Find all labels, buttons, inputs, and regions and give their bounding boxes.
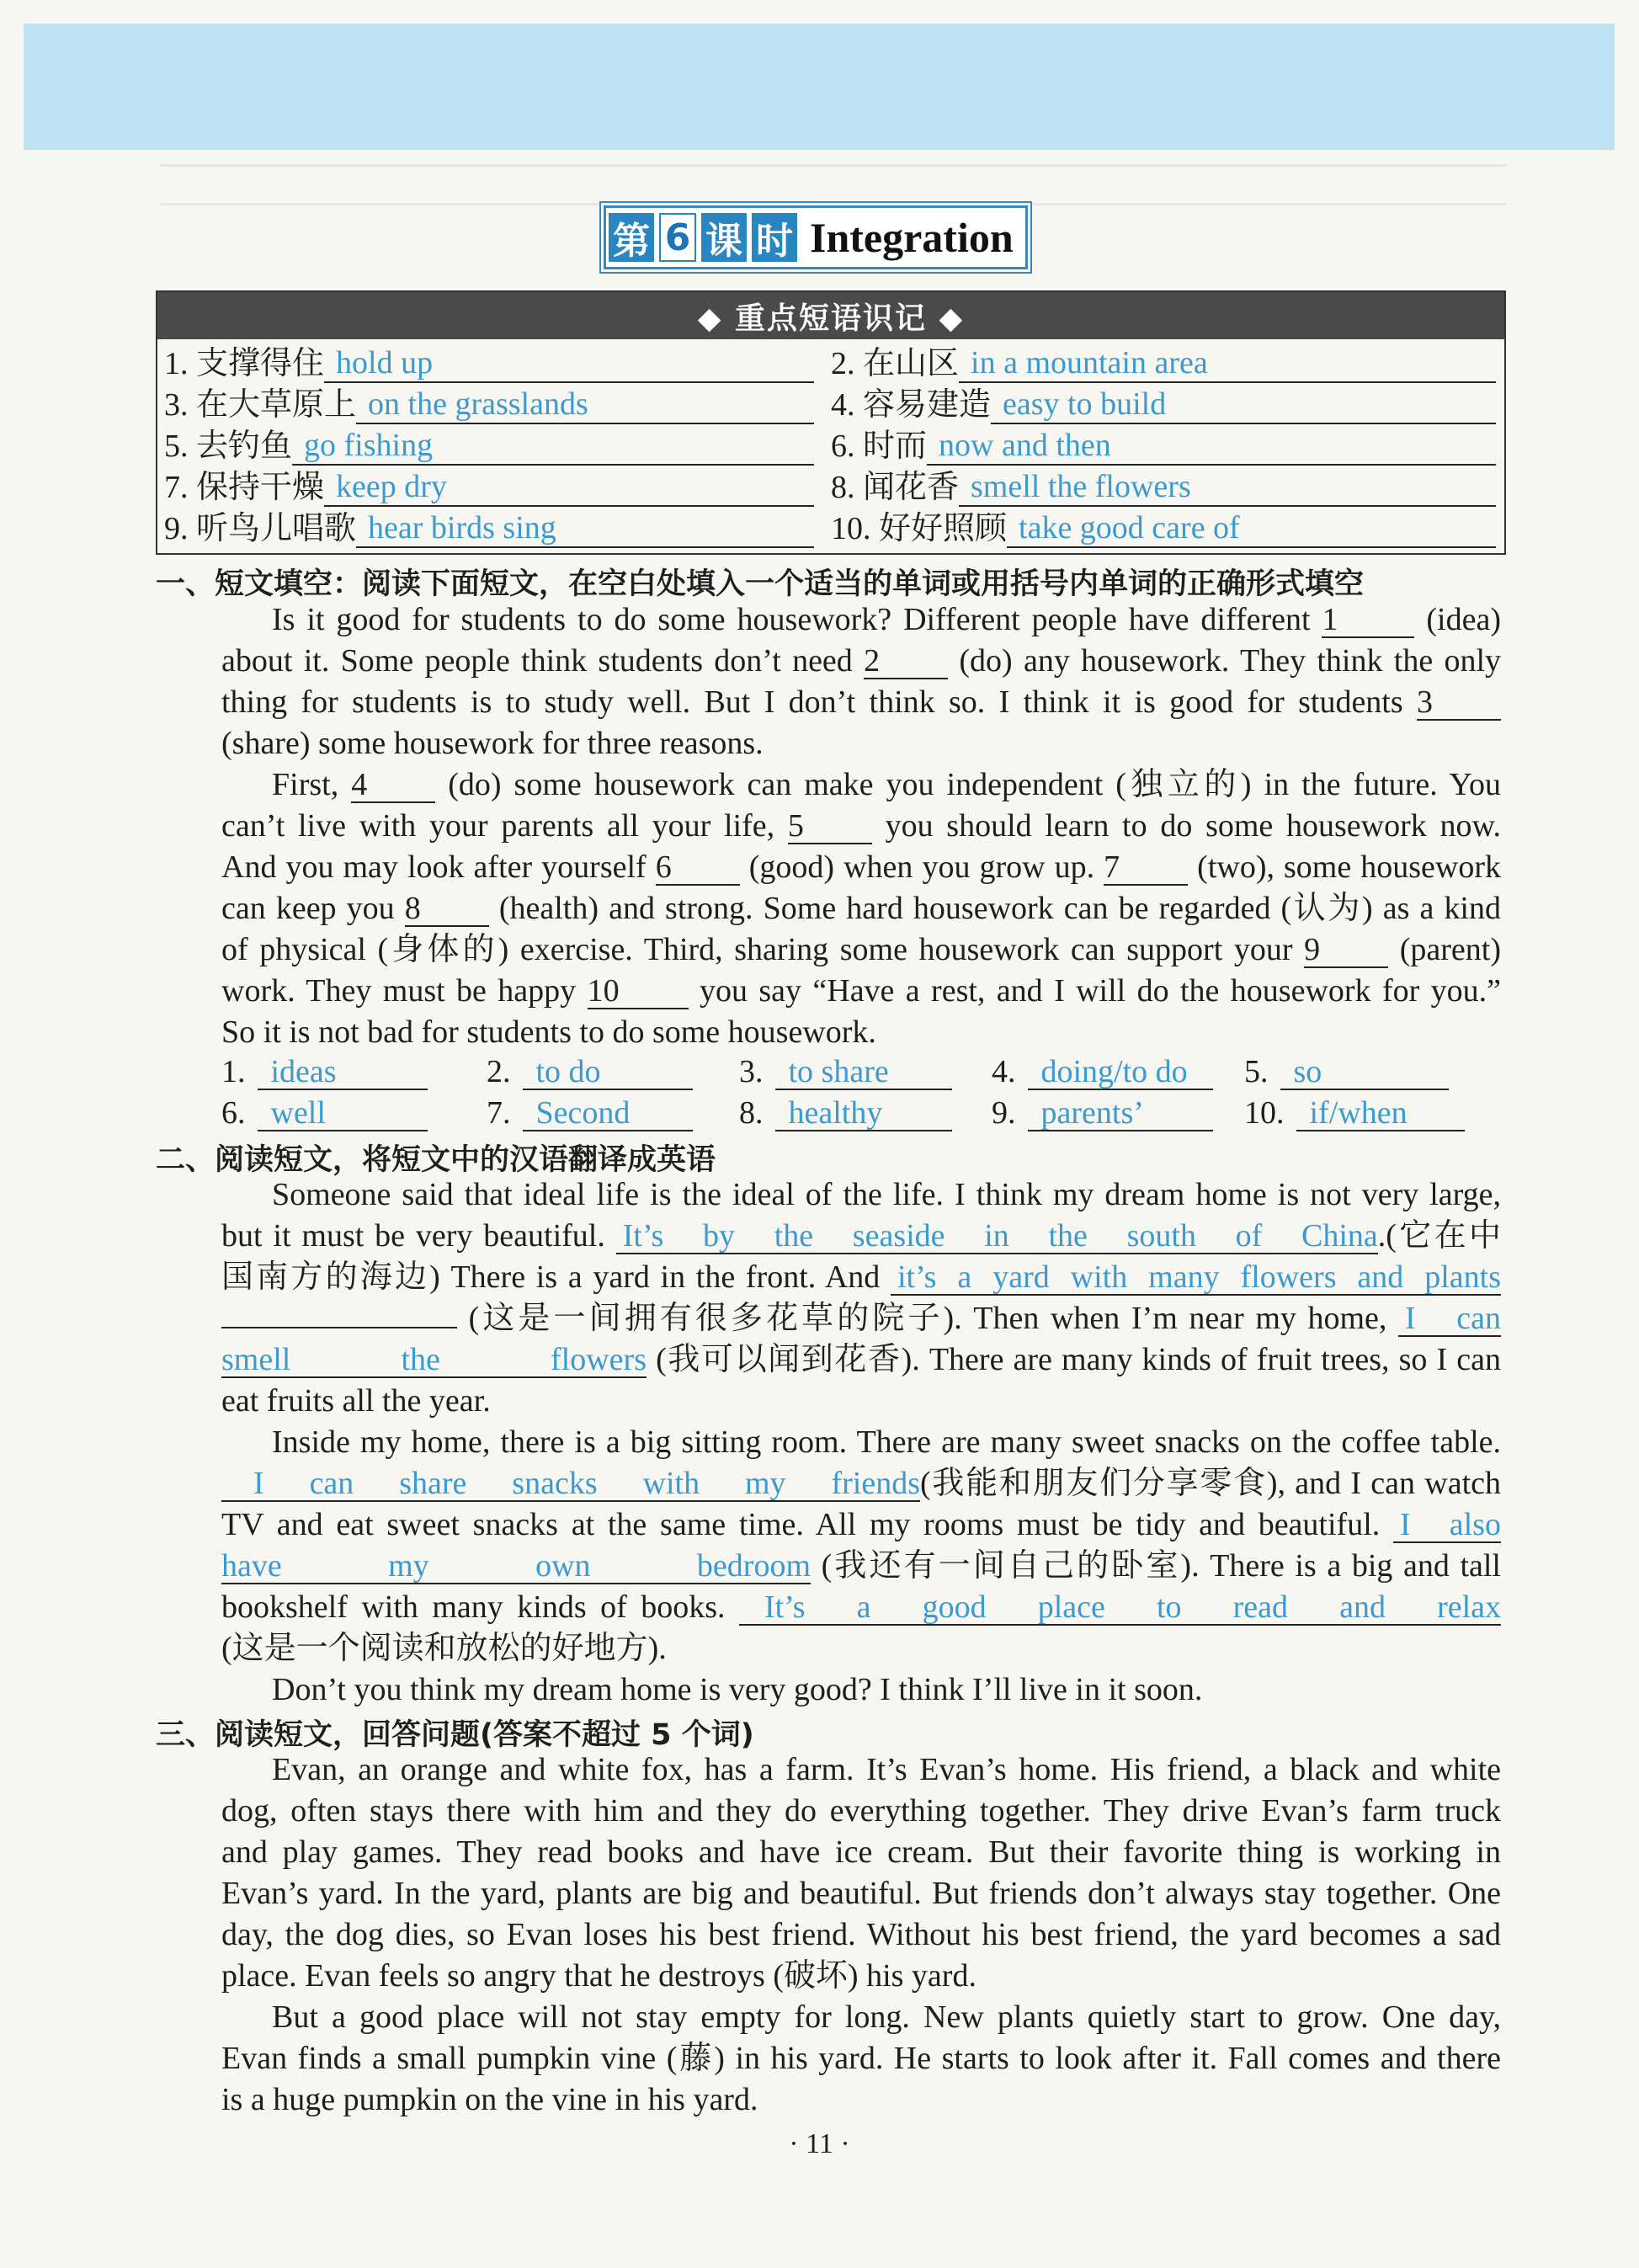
key-phrases-header: ◆ 重点短语识记 ◆ xyxy=(157,292,1504,339)
answer-7[interactable]: Second xyxy=(523,1094,693,1131)
s3-line: Evan, an orange and white fox, has a farm. It’s Evan’s home. His friend, a black and white xyxy=(272,1752,1501,1787)
phrase-answer[interactable]: in a mountain area xyxy=(959,344,1496,383)
s2-line: Inside my home, there is a big sitting room. There are many sweet snacks on the coffee table. xyxy=(272,1424,1501,1460)
answer-item: 6. well xyxy=(221,1094,428,1131)
title-english: Integration xyxy=(810,214,1014,261)
s1-line: First, 4 (do) some housework can make you independent (独立的) in the future. You xyxy=(272,767,1502,802)
answer-item: 4. doing/to do xyxy=(992,1053,1213,1090)
phrase-label: 3. 在大草原上 xyxy=(164,387,357,423)
s1-line: thing for students is to study well. But I don’t think so. I think it is good for students 3 xyxy=(221,682,1501,723)
answer-item: 8. healthy xyxy=(739,1094,952,1131)
phrase-row xyxy=(164,384,814,424)
phrase-answer[interactable]: take good care of xyxy=(1007,509,1496,548)
phrase-label: 6. 时而 xyxy=(831,429,928,464)
s2-line: smell the flowers (我可以闻到花香). There are many kinds of fruit trees, so I can xyxy=(221,1342,1501,1377)
s3-line: place. Evan feels so angry that he destroys (破坏) his yard. xyxy=(221,1958,976,1994)
phrase-label: 9. 听鸟儿唱歌 xyxy=(164,511,357,546)
s2-line: (这是一间拥有很多花草的院子). Then when I’m near my home, I can xyxy=(221,1298,1501,1339)
translation-answer-3[interactable]: I can xyxy=(1398,1302,1501,1337)
s3-line: Evan’s yard. In the yard, plants are big and beautiful. But friends don’t always stay together. One xyxy=(221,1876,1501,1911)
s2-line: Don’t you think my dream home is very good? I think I’ll live in it soon. xyxy=(272,1672,1203,1707)
blank-1: 1 xyxy=(1322,603,1414,638)
answer-8[interactable]: healthy xyxy=(775,1094,952,1131)
s1-line: And you may look after yourself 6 (good) when you grow up. 7 (two), some housework xyxy=(221,849,1502,885)
phrase-label: 1. 支撑得住 xyxy=(164,346,325,381)
blank-8: 8 xyxy=(405,892,489,927)
s3-line: Evan finds a small pumpkin vine (藤) in his yard. He starts to look after it. Fall comes and there xyxy=(221,2041,1501,2076)
phrase-row xyxy=(831,343,1496,383)
blank-3: 3 xyxy=(1417,685,1501,721)
s2-line: TV and eat sweet snacks at the same time. All my rooms must be tidy and beautiful. I also xyxy=(221,1507,1501,1542)
answer-4[interactable]: doing/to do xyxy=(1028,1053,1213,1090)
blank-9: 9 xyxy=(1304,933,1388,968)
blank-7: 7 xyxy=(1104,850,1188,886)
phrase-answer[interactable]: hear birds sing xyxy=(356,509,814,548)
s1-line: can’t live with your parents all your life, 5 you should learn to do some housework now. xyxy=(221,808,1501,844)
s1-line: So it is not bad for students to do some housework. xyxy=(221,1014,876,1050)
phrase-answer[interactable]: now and then xyxy=(927,427,1496,466)
translation-answer-6[interactable]: It’s a good place to read and relax xyxy=(739,1590,1501,1626)
s2-line: have my own bedroom (我还有一间自己的卧室). There is a big and tall xyxy=(221,1548,1501,1584)
answer-item: 9. parents’ xyxy=(992,1094,1213,1131)
s3-line: But a good place will not stay empty for long. New plants quietly start to grow. One day, xyxy=(272,1999,1501,2035)
section-3-title: 三、阅读短文，回答问题(答案不超过 5 个词) xyxy=(156,1718,754,1752)
phrase-label: 5. 去钓鱼 xyxy=(164,429,293,464)
s1-line: (share) some housework for three reasons. xyxy=(221,726,764,761)
s1-line: of physical (身体的) exercise. Third, sharing some housework can support your 9 (parent) xyxy=(221,932,1501,967)
s3-line: is a huge pumpkin on the vine in his yard. xyxy=(221,2082,758,2117)
phrase-row xyxy=(164,466,814,507)
phrase-label: 8. 闻花香 xyxy=(831,470,960,505)
s2-line: Someone said that ideal life is the ideal of the life. I think my dream home is not very large, xyxy=(272,1177,1501,1212)
phrase-label: 7. 保持干燥 xyxy=(164,470,325,505)
phrase-row xyxy=(164,508,814,548)
title-char-1: 第 xyxy=(609,213,654,262)
phrase-row xyxy=(831,384,1496,424)
answer-5[interactable]: so xyxy=(1280,1053,1449,1090)
phrase-label: 2. 在山区 xyxy=(831,346,960,381)
phrase-row xyxy=(164,343,814,383)
answer-item: 1. ideas xyxy=(221,1053,428,1090)
key-phrases-box xyxy=(156,290,1506,555)
section-2-title: 二、阅读短文，将短文中的汉语翻译成英语 xyxy=(156,1143,716,1177)
blank-continuation xyxy=(221,1327,457,1328)
title-char-2: 课 xyxy=(701,213,747,262)
answer-item: 3. to share xyxy=(739,1053,952,1090)
s1-line: can keep you 8 (health) and strong. Some hard housework can be regarded (认为) as a kind xyxy=(221,891,1501,926)
answer-6[interactable]: well xyxy=(258,1094,428,1131)
section-1-title: 一、短文填空：阅读下面短文，在空白处填入一个适当的单词或用括号内单词的正确形式填空 xyxy=(156,567,1365,601)
s3-line: dog, often stays there with him and they do everything together. They drive Evan’s farm truck xyxy=(221,1793,1501,1829)
title-number: 6 xyxy=(659,213,696,262)
phrase-label: 4. 容易建造 xyxy=(831,387,992,423)
s2-line: but it must be very beautiful. It’s by the seaside in the south of China.(它在中 xyxy=(221,1218,1502,1254)
answer-2[interactable]: to do xyxy=(523,1053,693,1090)
translation-answer-4[interactable]: I can share snacks with my friends xyxy=(221,1467,920,1502)
phrase-label: 10. 好好照顾 xyxy=(831,511,1008,546)
answer-9[interactable]: parents’ xyxy=(1028,1094,1213,1131)
answer-item: 2. to do xyxy=(487,1053,693,1090)
s2-line: I can share snacks with my friends(我能和朋友们分享零食), and I can watch xyxy=(221,1463,1501,1504)
lesson-title xyxy=(604,205,1028,269)
s1-line: about it. Some people think students don’t need 2 (do) any housework. They think the only xyxy=(221,643,1502,679)
phrase-answer[interactable]: smell the flowers xyxy=(959,468,1496,507)
answer-item: 10. if/when xyxy=(1244,1094,1465,1131)
answer-item: 7. Second xyxy=(487,1094,693,1131)
answer-3[interactable]: to share xyxy=(775,1053,952,1090)
s2-line: eat fruits all the year. xyxy=(221,1383,491,1419)
blank-4: 4 xyxy=(351,768,435,803)
translation-answer-5[interactable]: I also xyxy=(1393,1508,1501,1543)
blank-10: 10 xyxy=(588,974,689,1009)
page-number: · 11 · xyxy=(789,2128,850,2159)
blank-2: 2 xyxy=(864,644,948,679)
s1-line: work. They must be happy 10 you say “Have a rest, and I will do the housework for you.” xyxy=(221,973,1502,1009)
answer-10[interactable]: if/when xyxy=(1296,1094,1465,1131)
translation-answer-2[interactable]: it’s a yard with many flowers and plants xyxy=(891,1260,1501,1296)
phrase-answer[interactable]: keep dry xyxy=(324,468,814,507)
s3-line: day, the dog dies, so Evan loses his best friend. Without his best friend, the yard becomes a sad xyxy=(221,1917,1501,1952)
phrase-answer[interactable]: go fishing xyxy=(292,427,814,466)
translation-answer-1[interactable]: It’s by the seaside in the south of China xyxy=(616,1219,1378,1254)
phrase-row xyxy=(164,425,814,466)
phrase-answer[interactable]: easy to build xyxy=(991,386,1496,424)
blank-6: 6 xyxy=(656,850,740,886)
phrase-answer[interactable]: hold up xyxy=(324,344,814,383)
phrase-row xyxy=(831,466,1496,507)
title-char-3: 时 xyxy=(752,213,797,262)
translation-answer-5-cont[interactable]: have my own bedroom xyxy=(221,1548,811,1584)
top-banner xyxy=(24,24,1615,150)
s3-line: and play games. They read books and have ice cream. But their favorite thing is working in xyxy=(221,1834,1501,1870)
translation-answer-3-cont[interactable]: smell the flowers xyxy=(221,1342,647,1377)
answer-1[interactable]: ideas xyxy=(258,1053,428,1090)
phrase-row xyxy=(831,508,1496,548)
phrase-answer[interactable]: on the grasslands xyxy=(356,386,814,424)
answer-item: 5. so xyxy=(1244,1053,1449,1090)
s1-line: Is it good for students to do some housework? Different people have different 1 (idea) xyxy=(272,602,1501,637)
s2-line: 国南方的海边) There is a yard in the front. And it’s a yard with many flowers and plants xyxy=(221,1259,1501,1295)
s2-line: bookshelf with many kinds of books. It’s a good place to read and relax xyxy=(221,1589,1502,1625)
s2-line: (这是一个阅读和放松的好地方). xyxy=(221,1631,667,1666)
blank-5: 5 xyxy=(788,809,872,844)
phrase-row xyxy=(831,425,1496,466)
